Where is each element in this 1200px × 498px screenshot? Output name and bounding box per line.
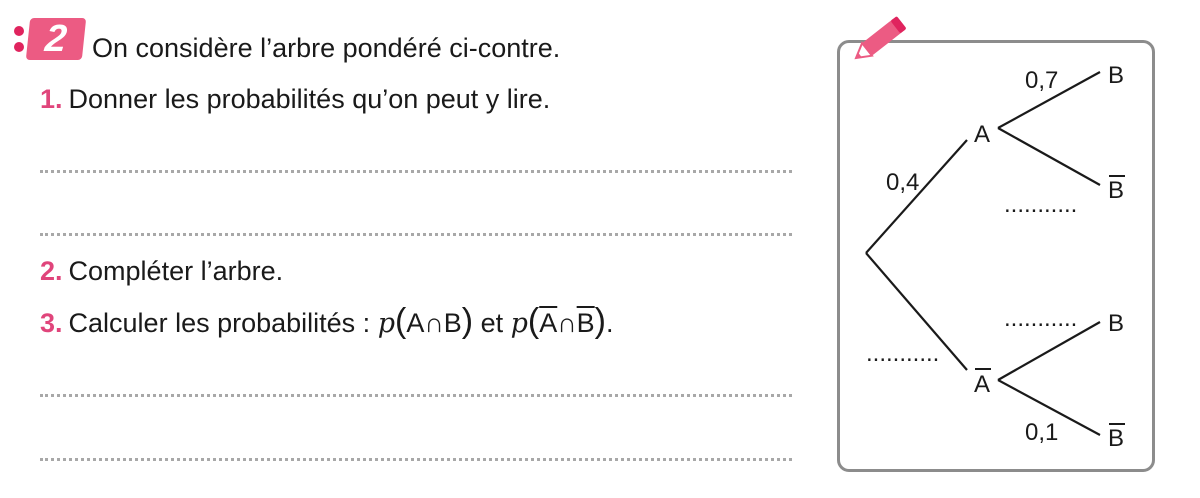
- end-punctuation: .: [606, 308, 614, 338]
- leaf-b-top: B: [1108, 62, 1125, 89]
- event-b-bar: $\overline{B}$: [576, 308, 595, 338]
- open-paren: (: [394, 302, 407, 340]
- question-number: 3.: [40, 308, 63, 338]
- joiner-text: et: [473, 308, 511, 338]
- weight-a-b: 0,7: [1025, 67, 1059, 94]
- event-a-bar: $\overline{A}$: [539, 308, 558, 338]
- leaf-bbar-bottom: B: [1108, 425, 1125, 452]
- intersection-symbol: ∩: [557, 308, 577, 338]
- question-number: 1.: [40, 84, 63, 114]
- weight-abar-bbar: 0,1: [1025, 419, 1059, 446]
- question-text: Calculer les probabilités :: [68, 308, 378, 338]
- blank-abar-b[interactable]: ...........: [1004, 305, 1078, 332]
- event-a: A: [406, 308, 425, 338]
- close-paren: ): [594, 302, 606, 340]
- intro-text: On considère l’arbre pondéré ci-contre.: [92, 33, 561, 63]
- leaf-bbar-top: B: [1108, 177, 1125, 204]
- question-text: Donner les probabilités qu’on peut y lire.: [68, 84, 551, 114]
- node-a: A: [974, 121, 991, 148]
- probability-symbol: p: [377, 308, 395, 339]
- question-text: Compléter l’arbre.: [68, 256, 284, 286]
- blank-root-abar[interactable]: ...........: [866, 340, 940, 367]
- weight-a: 0,4: [886, 169, 920, 196]
- close-paren: ): [461, 302, 474, 340]
- blank-a-bbar[interactable]: ...........: [1004, 191, 1078, 218]
- open-paren: (: [527, 302, 540, 340]
- branch-root-a: [866, 140, 967, 253]
- question-number: 2.: [40, 256, 63, 286]
- exercise-number: 2: [43, 18, 69, 60]
- event-b: B: [443, 308, 462, 338]
- leaf-b-bottom: B: [1108, 310, 1125, 337]
- intersection-symbol: ∩: [424, 308, 444, 338]
- branch-a-bbar: [998, 128, 1100, 185]
- probability-symbol: p: [510, 308, 528, 339]
- node-a-bar: A: [974, 371, 991, 398]
